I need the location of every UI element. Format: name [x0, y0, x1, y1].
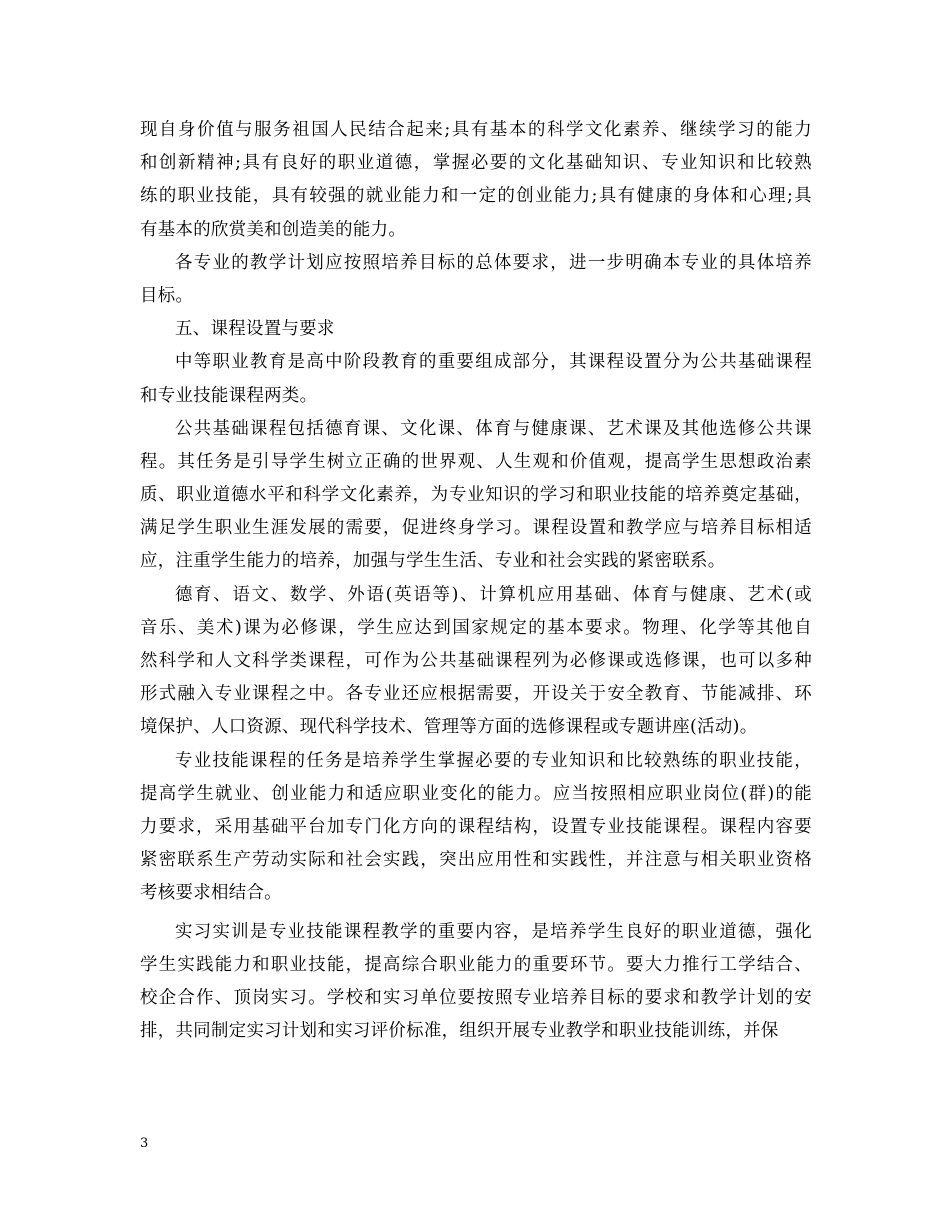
text-line: 校企合作、顶岗实习。学校和实习单位要按照专业培养目标的要求和教学计划的安: [140, 987, 812, 1008]
text-line: 紧密联系生产劳动实际和社会实践，突出应用性和实践性，并注意与相关职业资格: [140, 850, 812, 871]
text-line: 排，共同制定实习计划和实习评价标准，组织开展专业教学和职业技能训练，并保: [140, 1021, 779, 1042]
text-line: 然科学和人文科学类课程，可作为公共基础课程列为必修课或选修课，也可以多种: [140, 651, 812, 671]
text-line: 和专业技能课程两类。: [140, 385, 318, 406]
paragraph: [140, 346, 812, 412]
paragraph: [140, 114, 812, 247]
text-line: 德育、语文、数学、外语(英语等)、计算机应用基础、体育与健康、艺术(或: [175, 584, 812, 605]
text-line: 公共基础课程包括德育课、文化课、体育与健康课、艺术课及其他选修公共课: [175, 418, 812, 439]
text-line: 现自身价值与服务祖国人民结合起来;具有基本的科学文化素养、继续学习的能力: [140, 120, 812, 140]
text-line: 应，注重学生能力的培养，加强与学生生活、专业和社会实践的紧密联系。: [140, 551, 726, 572]
text-line: 五、课程设置与要求: [175, 319, 335, 340]
text-line: 实习实训是专业技能课程教学的重要内容，是培养学生良好的职业道德，强化: [175, 921, 812, 942]
page-number: 3: [140, 1136, 149, 1151]
text-line: 目标。: [140, 285, 194, 306]
text-line: 力要求，采用基础平台加专门化方向的课程结构，设置专业技能课程。课程内容要: [140, 816, 812, 837]
text-line: 各专业的教学计划应按照培养目标的总体要求，进一步明确本专业的具体培养: [175, 252, 812, 273]
text-line: 和创新精神;具有良好的职业道德，掌握必要的文化基础知识、专业知识和比较熟: [140, 153, 812, 174]
text-line: 专业技能课程的任务是培养学生掌握必要的专业知识和比较熟练的职业技能，: [175, 750, 812, 771]
text-line: 学生实践能力和职业技能，提高综合职业能力的重要环节。要大力推行工学结合、: [140, 954, 812, 975]
paragraph: [140, 916, 812, 1049]
text-line: 音乐、美术)课为必修课，学生应达到国家规定的基本要求。物理、化学等其他自: [140, 617, 812, 638]
text-line: 程。其任务是引导学生树立正确的世界观、人生观和价值观，提高学生思想政治素: [140, 451, 812, 472]
text-line: 满足学生职业生涯发展的需要，促进终身学习。课程设置和教学应与培养目标相适: [140, 518, 812, 539]
text-line: 质、职业道德水平和科学文化素养，为专业知识的学习和职业技能的培养奠定基础，: [140, 485, 812, 506]
text-line: 形式融入专业课程之中。各专业还应根据需要，开设关于安全教育、节能减排、环: [140, 684, 812, 705]
paragraph: [140, 413, 812, 579]
paragraph: [140, 745, 812, 911]
text-line: 境保护、人口资源、现代科学技术、管理等方面的选修课程或专题讲座(活动)。: [140, 717, 758, 738]
paragraph: [140, 247, 812, 313]
body-text: [140, 114, 812, 1048]
text-line: 中等职业教育是高中阶段教育的重要组成部分，其课程设置分为公共基础课程: [175, 352, 812, 373]
text-line: 提高学生就业、创业能力和适应职业变化的能力。应当按照相应职业岗位(群)的能: [140, 783, 812, 804]
text-line: 有基本的欣赏美和创造美的能力。: [140, 219, 407, 240]
text-line: 考核要求相结合。: [140, 883, 282, 904]
paragraph: [140, 579, 812, 745]
text-line: 练的职业技能，具有较强的就业能力和一定的创业能力;具有健康的身体和心理;具: [140, 186, 812, 207]
paragraph: [140, 313, 812, 346]
